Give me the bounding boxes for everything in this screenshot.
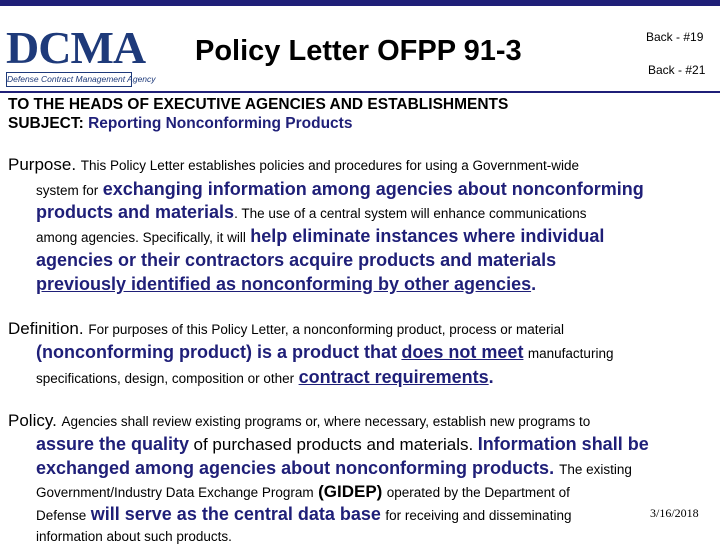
purpose-line-1: Purpose. This Policy Letter establishes policies and procedures for using a Government-wide xyxy=(8,155,580,174)
dcma-logo xyxy=(4,22,156,86)
policy-line-2: assure the quality of purchased products and materials. Information shall be xyxy=(36,434,649,454)
page-title: Policy Letter OFPP 91-3 xyxy=(195,35,522,67)
subject-line xyxy=(8,114,352,133)
header-divider xyxy=(0,91,720,93)
policy-line-6: information about such products. xyxy=(36,529,232,544)
policy-line-5: Defense will serve as the central data base for receiving and disseminating xyxy=(36,504,572,524)
definition-line-2: (nonconforming product) is a product that does not meet manufacturing xyxy=(36,342,614,362)
purpose-line-2: system for exchanging information among agencies about nonconforming xyxy=(36,179,644,199)
slide-date: 3/16/2018 xyxy=(650,506,699,520)
purpose-line-5: agencies or their contractors acquire products and materials xyxy=(36,250,557,270)
logo-subtitle: Defense Contract Management Agency xyxy=(6,72,132,87)
subject-value: Reporting Nonconforming Products xyxy=(88,115,353,132)
definition-line-3: specifications, design, composition or other contract requirements. xyxy=(36,367,494,387)
policy-line-4: Government/Industry Data Exchange Program (GIDEP) operated by the Department of xyxy=(36,482,570,501)
purpose-line-3: products and materials. The use of a central system will enhance communications xyxy=(36,202,587,222)
definition-label: Definition xyxy=(8,319,79,338)
definition-line-1: Definition. For purposes of this Policy Letter, a nonconforming product, process or material xyxy=(8,319,565,338)
logo-wordmark: DCMA xyxy=(6,22,146,73)
policy-line-3: exchanged among agencies about nonconforming products. The existing xyxy=(36,458,632,478)
policy-line-1: Policy. Agencies shall review existing programs or, where necessary, establish new programs to xyxy=(8,411,591,430)
policy-label: Policy xyxy=(8,411,53,430)
purpose-line-6: previously identified as nonconforming by other agencies. xyxy=(36,274,537,294)
back-link-19[interactable]: Back - #19 xyxy=(646,30,704,44)
addressee-line: TO THE HEADS OF EXECUTIVE AGENCIES AND ESTABLISHMENTS xyxy=(8,96,509,113)
subject-label: SUBJECT: xyxy=(8,115,84,132)
top-border-bar xyxy=(0,0,720,6)
back-link-21[interactable]: Back - #21 xyxy=(648,63,706,77)
purpose-label: Purpose xyxy=(8,155,72,174)
purpose-line-4: among agencies. Specifically, it will help eliminate instances where individual xyxy=(36,226,605,246)
